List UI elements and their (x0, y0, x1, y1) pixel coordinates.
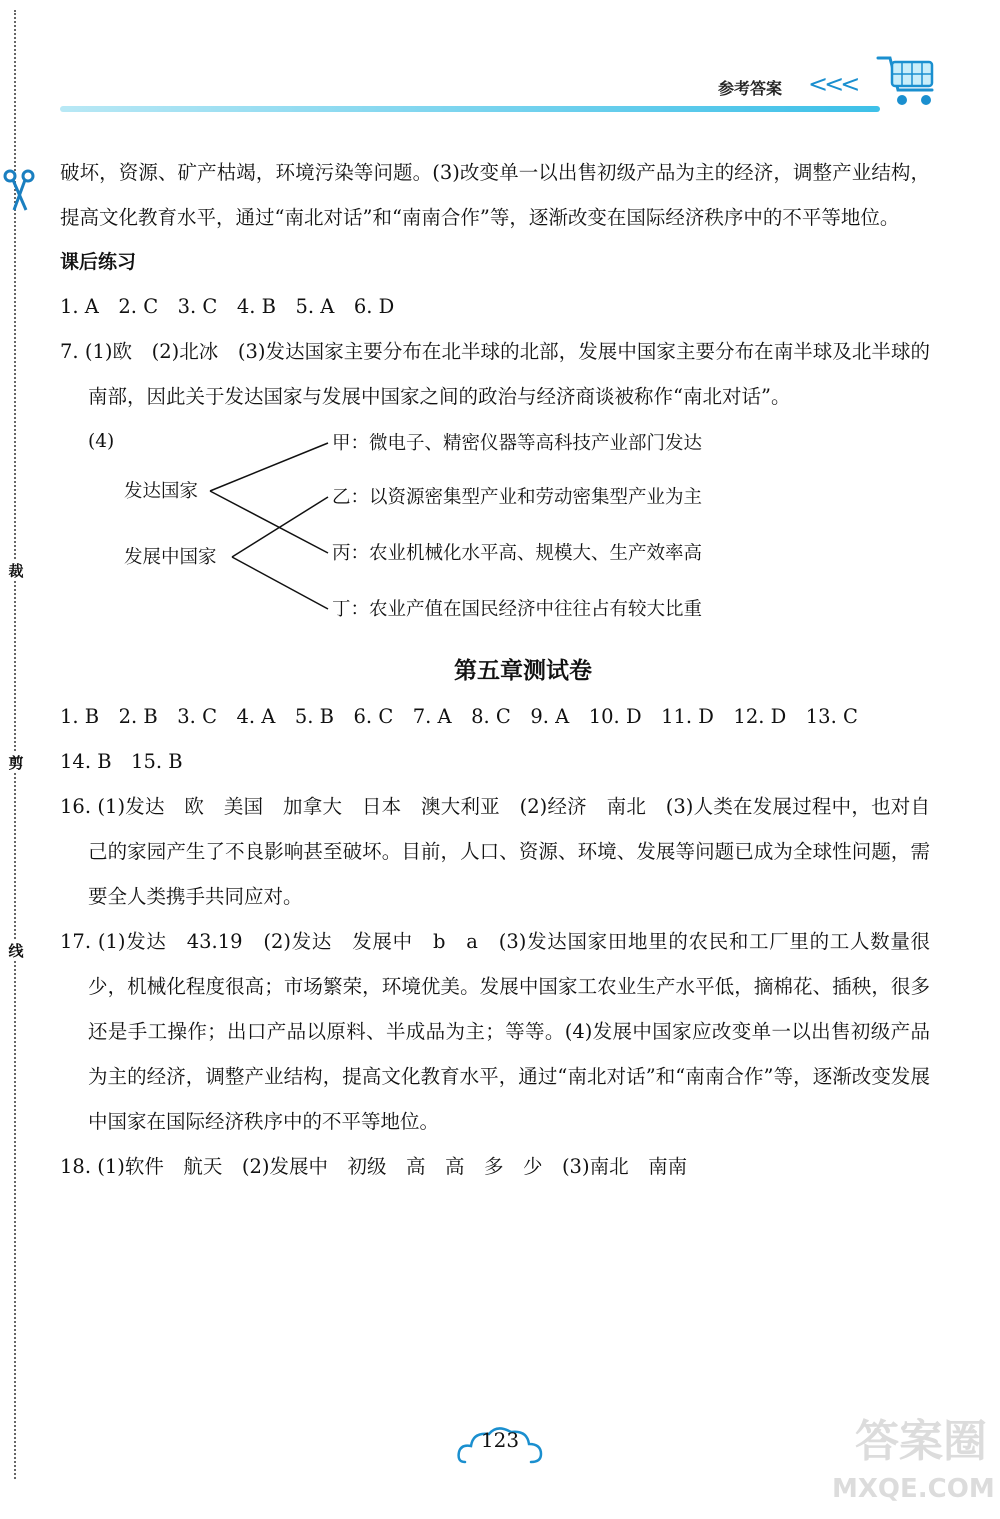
matching-diagram (60, 419, 930, 649)
shopping-cart-icon (872, 44, 944, 116)
scissors-icon (2, 168, 38, 212)
cut-label-3: 线 (6, 940, 26, 961)
practice-q7-answer: 7. (1)欧 (2)北冰 (3)发达国家主要分布在北半球的北部，发展中国家主要分布在南半球及北半球的南部，因此关于发达国家与发展中国家之间的政治与经济商谈被称作“南北对话”。 (60, 340, 930, 408)
q17-answer: 17. (1)发达 43.19 (2)发达 发展中 b a (3)发达国家田地里的农民和工厂里的工人数量很少，机械化程度很高；市场繁荣，环境优美。发展中国家工农业生产水平低，摘棉花、插秧，很多还是手工操作；出口产品以原料、半成品为主；等等。(4)发展中国家应改变单一以出售初级产品为主的经济，调整产业结构，提高文化教育水平，通过“南北对话”和“南南合作”等，逐渐改变发展中国家在国际经济秩序中的不平等地位。 (60, 930, 930, 1133)
chevrons-icon: <<< (808, 70, 857, 98)
diagram-developing: 发展中国家 (124, 547, 217, 568)
page-number-text: 123 (480, 1428, 520, 1452)
cut-label-1: 裁 (6, 560, 26, 581)
diagram-label: (4) (88, 431, 115, 452)
cut-label-2: 剪 (6, 752, 26, 773)
header-title: 参考答案 (718, 79, 783, 98)
header-bar (60, 106, 880, 112)
answer-content (60, 150, 930, 1189)
q16-answer: 16. (1)发达 欧 美国 加拿大 日本 澳大利亚 (2)经济 南北 (3)人类在发展过程中，也对自己的家园产生了不良影响甚至破坏。目前，人口、资源、环境、发展等问题已成为全球性问题，需要全人类携手共同应对。 (60, 795, 930, 908)
practice-choice-answers: 1. A 2. C 3. C 4. B 5. A 6. D (60, 295, 395, 318)
diagram-item-bing: 丙：农业机械化水平高、规模大、生产效率高 (332, 543, 703, 564)
diagram-item-jia: 甲：微电子、精密仪器等高科技产业部门发达 (332, 433, 703, 454)
test-answers-line-1: 1. B 2. B 3. C 4. A 5. B 6. C 7. A 8. C 9. A 10. D 11. D 12. D 13. C (60, 705, 858, 728)
watermark-url: MXQE.COM (832, 1474, 995, 1504)
intro-paragraph: 破坏，资源、矿产枯竭，环境污染等问题。(3)改变单一以出售初级产品为主的经济，调整产业结构，提高文化教育水平，通过“南北对话”和“南南合作”等，逐渐改变在国际经济秩序中的不平等地位。 (60, 161, 930, 229)
chapter-title: 第五章测试卷 (454, 658, 592, 684)
diagram-item-ding: 丁：农业产值在国民经济中往往占有较大比重 (332, 599, 703, 620)
diagram-developed: 发达国家 (124, 481, 199, 502)
q18-answer: 18. (1)软件 航天 (2)发展中 初级 高 高 多 少 (3)南北 南南 (60, 1155, 688, 1178)
section-heading-practice: 课后练习 (60, 251, 137, 273)
page-number (455, 1422, 545, 1468)
watermark-logo: 答案圈 (855, 1416, 987, 1467)
diagram-item-yi: 乙：以资源密集型产业和劳动密集型产业为主 (332, 487, 703, 508)
test-answers-line-2: 14. B 15. B (60, 750, 183, 773)
cut-line (14, 10, 16, 1479)
